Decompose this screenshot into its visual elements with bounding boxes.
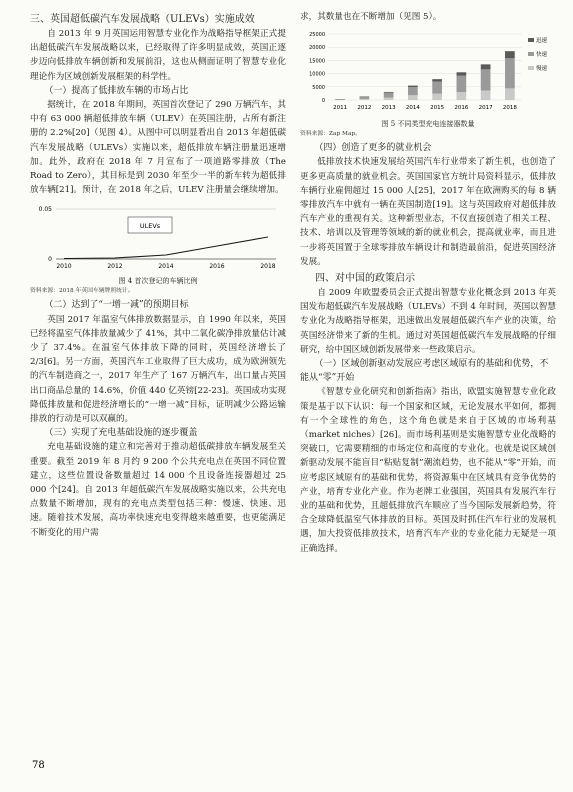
legend-label: 慢速 xyxy=(536,66,548,73)
bar-segment xyxy=(481,91,491,101)
x-tick-label: 2010 xyxy=(56,263,72,271)
bar-segment xyxy=(481,65,491,70)
bar-segment xyxy=(457,76,467,92)
x-tick-label: 2011 xyxy=(333,105,348,112)
right-column xyxy=(300,10,556,556)
x-tick-label: 2013 xyxy=(381,105,396,112)
figure-4-line-chart xyxy=(30,201,286,271)
y-tick-label: 15000 xyxy=(309,58,325,65)
x-tick-label: 2015 xyxy=(430,105,445,112)
bar-segment xyxy=(457,92,467,100)
figure-5-source: 资料来源：Zap Map。 xyxy=(300,131,361,138)
x-tick-label: 2016 xyxy=(454,105,469,112)
subsection-4-paragraph: 低排放技术快速发展给英国汽车行业带来了新生机，也创造了更多更高质量的就业机会。英国国家官方统计局资料显示，低排放车辆行业雇佣超过 15 000 人[25]，2017 年在欧洲购买的每 8 辆零排放汽车中就有一辆在英国制造[19]。这与英国政府对超低排放汽车产业的重视有关。这种新型业态，不仅直接创造了相关工程、技术、培训以及管理等领域的新的就业机会，提高就业率，而且进一步将英国置于全球零排放车辆设计和制造最前沿，促进英国经济发展。 xyxy=(300,157,556,267)
bar-segment xyxy=(505,89,515,101)
y-tick-label: 10000 xyxy=(309,71,325,78)
bar-segment xyxy=(432,82,442,94)
y-tick-label: 20000 xyxy=(309,45,325,52)
bar-segment xyxy=(384,93,394,98)
bar-segment xyxy=(408,95,418,100)
subsection-5-heading: （一）区域创新驱动发展应考虑区域原有的基础和优势，不能从“零”开始 xyxy=(300,359,549,384)
x-tick-label: 2012 xyxy=(357,105,372,112)
bar-segment xyxy=(408,87,418,95)
y-tick-label: 0 xyxy=(321,98,325,105)
figure-4-caption: 图 4 首次登记的车辆比例 xyxy=(118,277,198,286)
x-tick-label: 2016 xyxy=(209,263,225,271)
bar-segment xyxy=(360,97,370,99)
bar-segment xyxy=(384,98,394,100)
bar-segment xyxy=(505,58,515,88)
figure-5-caption: 图 5 不同类型充电连接器数量 xyxy=(381,120,475,129)
y-tick-label-top: 0.05 xyxy=(38,206,52,214)
legend-swatch xyxy=(528,38,534,42)
bar-segment xyxy=(505,51,515,58)
legend-swatch xyxy=(528,52,534,56)
bar-segment xyxy=(360,99,370,100)
subsection-2-heading: （二）达到了“一增一减”的预期目标 xyxy=(44,300,189,311)
continued-paragraph: 求，其数量也在不断增加（见图 5）。 xyxy=(300,12,442,22)
page-number: 78 xyxy=(32,760,45,771)
subsection-1-paragraph: 据统计，在 2018 年期间，英国首次登记了 290 万辆汽车，其中有 63 000 辆超低排放车辆（ULEV）在英国注册，占所有新注册的 2.2%[20]（见图 4）。从图中可以明显看出自 2013 年超低碳汽车发展战略（ULEVs）实施以来，超低排放车辆注册量迅速增加。此外，政府在 2018 年 7 月宣布了一项道路零排放（The Road to Zero），其目标是到 2030 年至少一半的新车转为超低排放车辆[21]。预计，在 2018 年之后，ULEV 注册量会继续增加。 xyxy=(30,100,286,196)
x-tick-label: 2014 xyxy=(405,105,420,112)
legend-swatch xyxy=(528,66,534,70)
section-3-intro: 自 2013 年 9 月英国运用智慧专业化作为战略指导框架正式提出超低碳汽车发展战略以来，已经取得了许多明显成效，英国正逐步迈向低排放车辆创新和发展前沿，这也从侧面证明了智慧专业化理论作为区域创新发展框架的科学性。 xyxy=(30,29,286,82)
x-tick-label: 2017 xyxy=(478,105,493,112)
bar-segment xyxy=(408,86,418,87)
subsection-4-heading: （四）创造了更多的就业机会 xyxy=(314,143,432,154)
bar-segment xyxy=(481,70,491,91)
bar-segment xyxy=(457,72,467,75)
subsection-1-heading: （一）提高了低排放车辆的市场占比 xyxy=(44,85,189,96)
left-column xyxy=(30,10,286,540)
subsection-3-heading: （三）实现了充电基础设施的逐步覆盖 xyxy=(44,428,198,439)
legend-label: 迅速 xyxy=(536,38,548,45)
section-3-heading: 三、英国超低碳汽车发展战略（ULEVs）实施成效 xyxy=(30,14,255,25)
y-tick-label-bottom: 0 xyxy=(48,256,52,264)
bar-segment xyxy=(432,79,442,81)
section-4-paragraph: 自 2009 年欧盟委员会正式提出智慧专业化概念到 2013 年英国发布超低碳汽车发展战略（ULEVs）不到 4 年时间，英国以智慧专业化为战略指导框架，迅速做出发展超低碳汽车产业的决策，给英国经济带来了新的生机。通过对英国超低碳汽车发展战略的仔细研究，给中国区域创新发展带来一些政策启示。 xyxy=(300,288,556,355)
figure-4 xyxy=(30,201,286,296)
bar-segment xyxy=(432,94,442,100)
subsection-2-paragraph: 英国 2017 年温室气体排放数据显示，自 1990 年以来，英国已经将温室气体排放量减少了 41%，其中二氧化碳净排放量估计减少了 37.4%。在温室气体排放下降的同时，英国经济增长了 2/3[6]。另一方面，英国汽车工业取得了巨大成功，成为欧洲领先的汽车制造商之一，2017 年生产了 167 万辆汽车，出口量占英国出口商品总量的 14.6%，价值 440 亿英镑[22-23]。英国成功实现降低排放量和促进经济增长的“一增一减”目标，证明减少公路运输排放的行动是可以双赢的。 xyxy=(30,314,286,425)
figure-4-source: 资料来源：2018 年英国车辆牌照统计。 xyxy=(30,288,134,295)
y-tick-label: 25000 xyxy=(309,32,325,39)
x-tick-label: 2014 xyxy=(158,263,174,271)
section-4-heading: 四、对中国的政策启示 xyxy=(315,273,415,285)
legend-label: ULEVs xyxy=(139,222,161,231)
figure-5 xyxy=(300,28,556,139)
figure-5-bar-chart xyxy=(300,28,556,114)
subsection-5-paragraph: 《智慧专业化研究和创新指南》指出，欧盟实施智慧专业化政策是基于以下认识：每一个国家和区域，无论发展水平如何，都拥有一个全球性的角色，这个角色就是来自于区域的市场利基（market niches）[26]。而市场利基则是实施智慧专业化战略的突破口，它需要精细的市场定位和高度的专业化。也就是说区域创新驱动发展不能盲目“粘贴复制”潮流趋势，也不能从“零”开始，而应考虑区域原有的基础和优势，将资源集中在区域具有竞争优势的产业，培育专业化产业。作为老牌工业强国，英国具有发展汽车行业的基础和优势，且超低排放汽车顺应了当今国际发展新趋势，符合全球降低温室气体排放的目标。英国及时抓住汽车行业的发展机遇，加大投资低排放技术，培育汽车产业的专业化能力无疑是一项正确选择。 xyxy=(300,387,556,554)
y-tick-label: 5000 xyxy=(312,85,325,92)
x-tick-label: 2018 xyxy=(502,105,517,112)
x-tick-label: 2018 xyxy=(260,263,276,271)
series-line-ulevs xyxy=(64,237,268,259)
bar-segment xyxy=(384,92,394,93)
subsection-3-paragraph: 充电基础设施的建立和完善对于推动超低碳排放车辆发展至关重要。截至 2019 年 8 月约 9 200 个公共充电点在英国不同位置建立，这些位置设备数量超过 14 000 个且设备连接器超过 25 000 个[24]。自 2013 年超低碳汽车发展战略实施以来，公共充电点数量不断增加，现有的充电点类型包括三种：慢速、快速、迅速。随着技术发展，高功率快速充电变得越来越重要，也更能满足不断变化的用户需 xyxy=(30,442,286,538)
legend-label: 快速 xyxy=(536,52,548,59)
x-tick-label: 2012 xyxy=(107,263,123,271)
